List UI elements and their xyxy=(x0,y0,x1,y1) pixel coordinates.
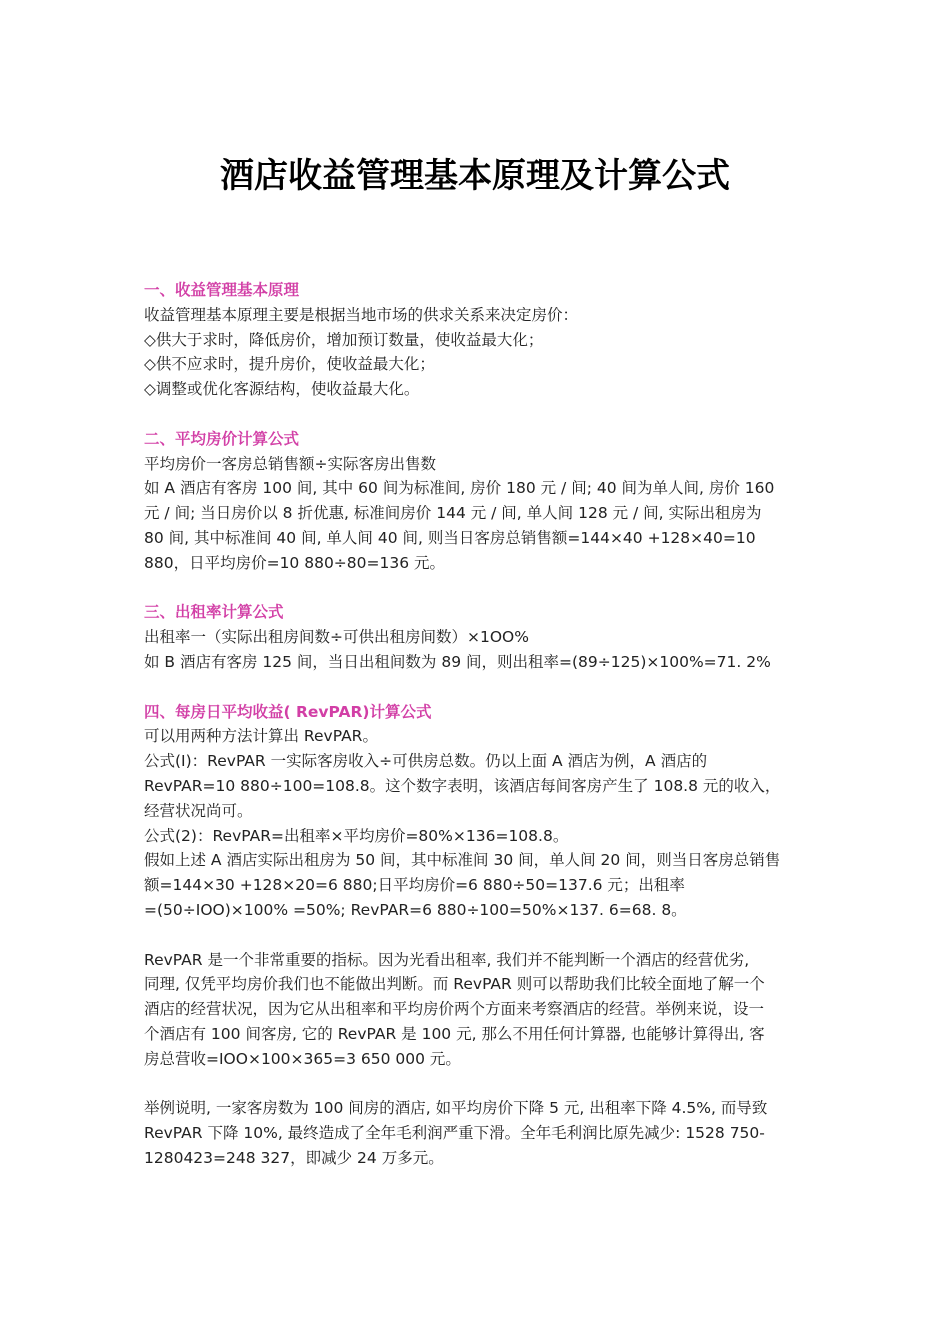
text-line: RevPAR=10 880÷100=108.8。这个数字表明，该酒店每间客房产生了 108.8 元的收入， xyxy=(144,776,781,795)
section-heading-3: 三、出租率计算公式 xyxy=(144,603,284,622)
document-title: 酒店收益管理基本原理及计算公式 xyxy=(220,156,730,196)
paragraph-gap xyxy=(144,923,816,948)
text-line: 平均房价一客房总销售额÷实际客房出售数 xyxy=(144,454,436,473)
text-line: 房总营收=IOO×100×365=3 650 000 元。 xyxy=(144,1049,461,1068)
section-heading-1: 一、收益管理基本原理 xyxy=(144,281,300,299)
text-line: RevPAR 下降 10%, 最终造成了全年毛利润严重下滑。全年毛利润比原先减少: 1528 750- xyxy=(144,1124,765,1143)
text-line: 额=144×30 +128×20=6 880;日平均房价=6 880÷50=137.6 元；出租率 xyxy=(144,876,685,895)
text-line: 收益管理基本原理主要是根据当地市场的供求关系来决定房价： xyxy=(144,305,579,324)
text-line: 举例说明, 一家客房数为 100 间房的酒店, 如平均房价下降 5 元, 出租率下降 4.5%, 而导致 xyxy=(144,1099,768,1118)
text-line: 酒店的经营状况，因为它从出租率和平均房价两个方面来考察酒店的经营。举例来说，设一 xyxy=(144,1000,765,1019)
section-heading-4: 四、每房日平均收益( RevPAR)计算公式 xyxy=(144,702,432,721)
paragraph-gap xyxy=(144,1072,816,1097)
text-line: ◇供大于求时，降低房价，增加预订数量，使收益最大化； xyxy=(144,330,544,349)
text-line: 1280423=248 327，即减少 24 万多元。 xyxy=(144,1148,444,1167)
text-line: 假如上述 A 酒店实际出租房为 50 间，其中标准间 30 间，单人间 20 间，则当日客房总销售 xyxy=(144,851,781,870)
text-line: ◇供不应求时，提升房价，使收益最大化； xyxy=(144,355,435,374)
text-line: 个酒店有 100 间客房, 它的 RevPAR 是 100 元, 那么不用任何计算器, 也能够计算得出, 客 xyxy=(144,1024,765,1043)
text-line: RevPAR 是一个非常重要的指标。因为光看出租率, 我们并不能判断一个酒店的经营优劣, xyxy=(144,950,750,969)
text-line: 如 A 酒店有客房 100 间, 其中 60 间为标准间, 房价 180 元 / 间; 40 间为单人间, 房价 160 xyxy=(144,479,775,498)
text-line: 可以用两种方法计算出 RevPAR。 xyxy=(144,727,378,746)
paragraph-gap xyxy=(144,576,816,601)
text-line: 880，日平均房价=10 880÷80=136 元。 xyxy=(144,553,446,572)
text-line: 元 / 间; 当日房价以 8 折优惠, 标准间房价 144 元 / 间, 单人间 128 元 / 间, 实际出租房为 xyxy=(144,504,762,523)
text-line: 经营状况尚可。 xyxy=(144,801,253,820)
text-line: 80 间, 其中标准间 40 间, 单人间 40 间, 则当日客房总销售额=144×40 +128×40=10 xyxy=(144,528,756,547)
section-heading-2: 二、平均房价计算公式 xyxy=(144,429,300,448)
paragraph-gap xyxy=(144,402,816,427)
text-line: 出租率一（实际出租房间数÷可供出租房间数）×1OO% xyxy=(144,628,529,647)
text-line: =(50÷IOO)×100% =50%; RevPAR=6 880÷100=50%×137. 6=68. 8。 xyxy=(144,900,687,919)
text-line: 同理, 仅凭平均房价我们也不能做出判断。而 RevPAR 则可以帮助我们比较全面地了解一个 xyxy=(144,975,765,994)
text-line: 公式(I)：RevPAR 一实际客房收入÷可供房总数。仍以上面 A 酒店为例，A 酒店的 xyxy=(144,752,708,771)
text-line: ◇调整或优化客源结构，使收益最大化。 xyxy=(144,380,420,399)
text-line: 如 B 酒店有客房 125 间，当日出租间数为 89 间，则出租率=(89÷125)×100%=71. 2% xyxy=(144,652,771,671)
paragraph-gap xyxy=(144,675,816,700)
document-body xyxy=(144,278,816,1171)
text-line: 公式(2)：RevPAR=出租率×平均房价=80%×136=108.8。 xyxy=(144,826,569,845)
